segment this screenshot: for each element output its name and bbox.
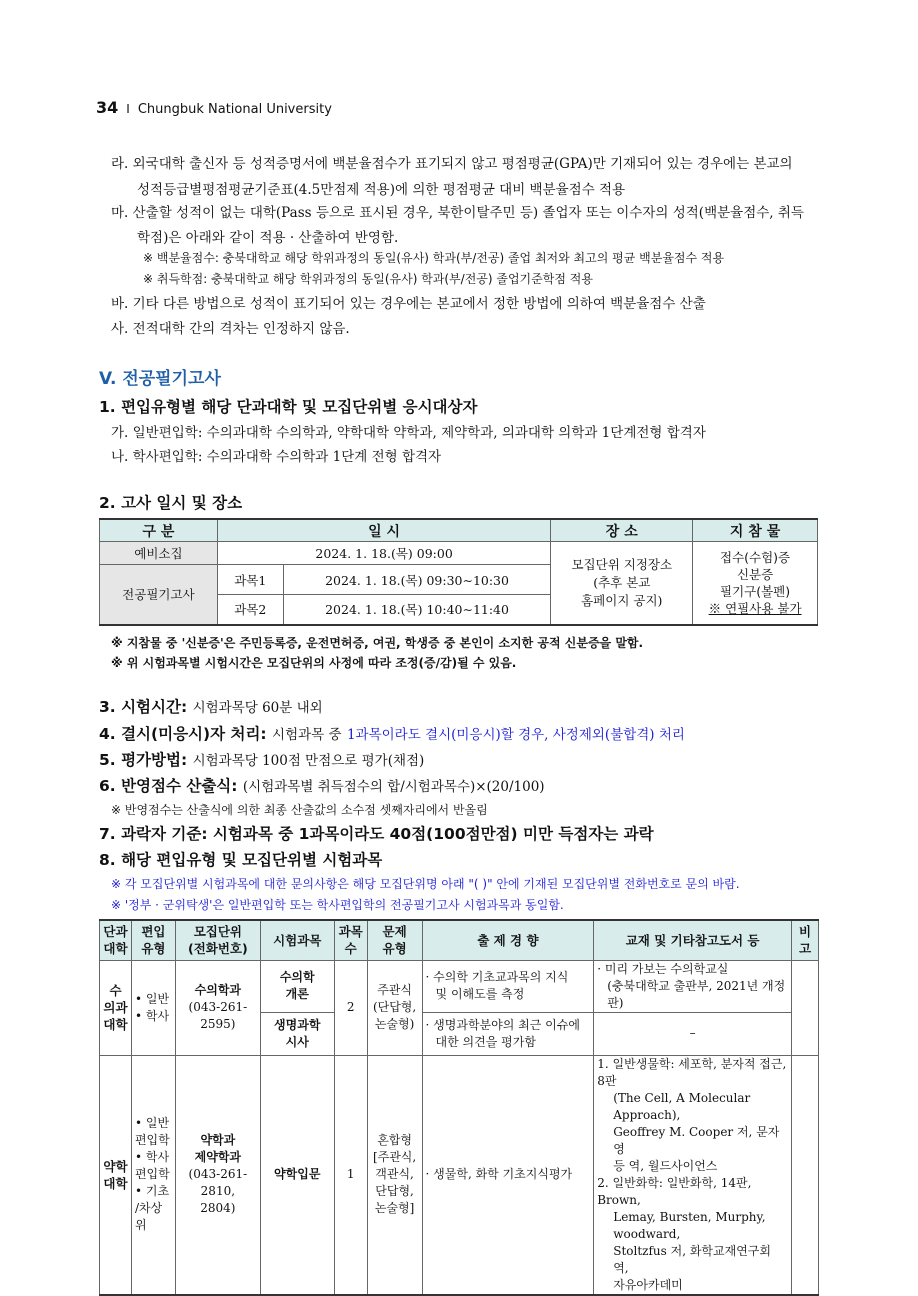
section-title: V. 전공필기고사 xyxy=(99,369,221,389)
s3-text: 시험과목당 60분 내외 xyxy=(192,700,323,716)
th-direction: 출 제 경 향 xyxy=(422,920,594,960)
s8-title: 8. 해당 편입유형 및 모집단위별 시험과목 xyxy=(99,851,383,869)
s1-na: 나. 학사편입학: 수의과대학 수의학과 1단계 전형 합격자 xyxy=(111,449,442,465)
pharm-subject: 약학입문 xyxy=(260,1055,334,1295)
s5-title: 5. 평가방법: xyxy=(99,751,188,769)
subject2-time: 2024. 1. 18.(목) 10:40∼11:40 xyxy=(283,595,551,625)
vet-qtype-2: (단답형, xyxy=(372,1000,417,1014)
s1-title: 1. 편입유형별 해당 단과대학 및 모집단위별 응시대상자 xyxy=(99,398,478,416)
pharm-qtype-line: 객관식, xyxy=(375,1167,414,1181)
th-unit-2: (전화번호) xyxy=(187,941,248,957)
s8-note2: ※ '정부 · 군위탁생'은 일반편입학 또는 학사편입학의 전공필기고사 시험과목과 동일함. xyxy=(111,898,564,912)
th-qtype xyxy=(367,920,422,960)
th-type-1: 편입 xyxy=(141,924,166,940)
pharm-book-line: Lemay, Bursten, Murphy, woodward, xyxy=(613,1209,766,1241)
vet-subject1-2: 개론 xyxy=(285,987,309,1001)
th-books: 교재 및 기타참고도서 등 xyxy=(594,920,792,960)
item-ba: 바. 기타 다른 방법으로 성적이 표기되어 있는 경우에는 본교에서 정한 방법에 의하여 백분율점수 산출 xyxy=(111,296,706,312)
pharm-count: 1 xyxy=(334,1055,367,1295)
pharm-unit-name: 제약학과 xyxy=(194,1150,242,1164)
pharm-type: /차상위 xyxy=(134,1201,163,1232)
vet-unit xyxy=(175,960,260,1055)
pharm-qtype-line: 단답형, xyxy=(375,1184,414,1198)
place-line: 모집단위 지정장소 xyxy=(571,556,673,572)
pharm-types xyxy=(131,1055,175,1295)
vet-books1-2: (충북대학교 출판부, 2021년 개정판) xyxy=(607,978,786,1010)
th-college-2: 대학 xyxy=(103,941,128,957)
vet-direction2-2: 대한 의견을 평가함 xyxy=(435,1034,536,1049)
th-count-1: 과목 xyxy=(338,924,363,940)
s6-text: (시험과목별 취득점수의 합/시험과목수)×(20/100) xyxy=(242,779,545,795)
place-cell xyxy=(551,542,693,625)
pharm-book-line: 자유아카데미 xyxy=(613,1277,683,1292)
th-count-2: 수 xyxy=(344,941,357,957)
place-line: 홈페이지 공지) xyxy=(581,592,663,608)
s4-text2: 1과목이라도 결시(미응시)할 경우, 사정제외(불합격) 처리 xyxy=(346,727,685,743)
vet-remark xyxy=(791,960,818,1055)
vet-college xyxy=(100,960,132,1055)
vet-qtype-1: 주관식 xyxy=(377,983,412,997)
vet-college-2: 의과 xyxy=(103,1000,128,1015)
vet-college-1: 수 xyxy=(109,983,122,998)
th-count xyxy=(334,920,367,960)
th-subject: 시험과목 xyxy=(260,920,334,960)
subject1-label: 과목1 xyxy=(217,565,283,595)
pharm-qtype-line: 논술형] xyxy=(374,1201,415,1215)
pharm-remark xyxy=(791,1055,818,1295)
vet-count: 2 xyxy=(334,960,367,1055)
vet-subject2-2: 시사 xyxy=(285,1034,309,1049)
s5-text: 시험과목당 100점 만점으로 평가(채점) xyxy=(192,753,425,769)
s6 xyxy=(99,774,545,796)
s8-note1: ※ 각 모집단위별 시험과목에 대한 문의사항은 해당 모집단위명 아래 "( )" 안에 기재된 모집단위별 전화번호로 문의 바람. xyxy=(111,877,740,891)
th-category: 구 분 xyxy=(100,519,218,542)
vet-direction1-1: · 수의학 기초교과목의 지식 xyxy=(425,970,569,984)
university-name: Chungbuk National University xyxy=(137,102,332,117)
item-sa: 사. 전적대학 간의 격차는 인정하지 않음. xyxy=(111,321,350,337)
pharm-college xyxy=(100,1055,132,1295)
item-ra-line2: 성적등급별평점평균기준표(4.5만점제 적용)에 의한 평점평균 대비 백분율점수 적용 xyxy=(137,182,626,198)
item-ra-line1: 라. 외국대학 출신자 등 성적증명서에 백분율점수가 표기되지 않고 평점평균(GPA)만 기재되어 있는 경우에는 본교의 xyxy=(111,156,793,172)
s3-title: 3. 시험시간: xyxy=(99,698,188,716)
th-college-1: 단과 xyxy=(103,924,128,940)
pharm-book-line: (The Cell, A Molecular Approach), xyxy=(613,1090,751,1122)
vet-qtype xyxy=(367,960,422,1055)
items-cell xyxy=(693,542,818,625)
s5 xyxy=(99,748,424,770)
vet-subject1 xyxy=(260,960,334,1012)
item-ma-line2: 학점)은 아래와 같이 적용 · 산출하여 반영함. xyxy=(137,230,399,246)
vet-phone: (043-261-2595) xyxy=(188,1000,248,1031)
item-line: 신분증 xyxy=(736,566,774,582)
vet-subject1-1: 수의학 xyxy=(279,970,315,984)
place-line: (추후 본교 xyxy=(593,574,651,590)
subject2-label: 과목2 xyxy=(217,595,283,625)
vet-books1 xyxy=(594,960,792,1012)
th-unit-1: 모집단위 xyxy=(193,924,242,940)
th-qtype-2: 유형 xyxy=(382,941,407,957)
pharm-book-line: Stoltzfus 저, 화학교재연구회 역, xyxy=(613,1243,771,1275)
item-line: 필기구(볼펜) xyxy=(720,583,791,599)
subjects-table xyxy=(99,919,819,1296)
th-qtype-1: 문제 xyxy=(382,924,407,940)
vet-qtype-3: 논술형) xyxy=(374,1017,415,1031)
pharm-phone-2: 2804) xyxy=(200,1201,236,1215)
pharm-type: • 일반 xyxy=(134,1116,170,1130)
pharm-book-line: 2. 일반화학: 일반화학, 14판, Brown, xyxy=(597,1175,752,1207)
pharm-books xyxy=(594,1055,792,1295)
vet-type: • 일반 xyxy=(134,991,170,1006)
pre-datetime: 2024. 1. 18.(목) 09:00 xyxy=(217,542,551,565)
pre-label: 예비소집 xyxy=(100,542,218,565)
pharm-type: 편입학 xyxy=(134,1133,170,1147)
schedule-table xyxy=(99,518,818,626)
vet-direction1-2: 및 이해도를 측정 xyxy=(435,987,525,1001)
vet-direction2 xyxy=(422,1012,594,1055)
th-unit xyxy=(175,920,260,960)
vet-type: • 학사 xyxy=(134,1008,170,1023)
vet-books2: – xyxy=(594,1012,792,1055)
item-ma-line1: 마. 산출할 성적이 없는 대학(Pass 등으로 표시된 경우, 북한이탈주민 등) 졸업자 또는 이수자의 성적(백분율점수, 취득 xyxy=(111,205,804,221)
pharm-qtype xyxy=(367,1055,422,1295)
th-datetime: 일 시 xyxy=(217,519,551,542)
page-header xyxy=(96,98,332,117)
note-credits: ※ 취득학점: 충북대학교 해당 학위과정의 동일(유사) 학과(부/전공) 졸업기준학점 적용 xyxy=(143,272,593,286)
s2-note1: ※ 지참물 중 '신분증'은 주민등록증, 운전면허증, 여권, 학생증 중 본인이 소지한 공적 신분증을 말함. xyxy=(111,636,644,650)
item-line: ※ 연필사용 불가 xyxy=(708,600,802,616)
s6-note: ※ 반영점수는 산출식에 의한 최종 산출값의 소수점 셋째자리에서 반올림 xyxy=(111,803,488,817)
subject1-time: 2024. 1. 18.(목) 09:30∼10:30 xyxy=(283,565,551,595)
th-college xyxy=(100,920,132,960)
exam-label: 전공필기고사 xyxy=(100,565,218,625)
item-line: 접수(수험)증 xyxy=(720,549,791,565)
pharm-qtype-line: [주관식, xyxy=(372,1150,417,1164)
th-items: 지 참 물 xyxy=(693,519,818,542)
s3 xyxy=(99,695,323,717)
note-percentile: ※ 백분율점수: 충북대학교 해당 학위과정의 동일(유사) 학과(부/전공) 졸업 최저와 최고의 평균 백분율점수 적용 xyxy=(143,251,725,265)
pharm-direction: · 생물학, 화학 기초지식평가 xyxy=(422,1055,594,1295)
th-place: 장 소 xyxy=(551,519,693,542)
pharm-type: • 학사 xyxy=(134,1150,170,1164)
pharm-qtype-line: 혼합형 xyxy=(377,1133,412,1147)
vet-books1-1: · 미리 가보는 수의학교실 xyxy=(597,961,729,976)
header-separator: I xyxy=(126,102,130,116)
th-remark: 비고 xyxy=(791,920,818,960)
s4-text1: 시험과목 중 xyxy=(272,727,342,743)
pharm-college-1: 약학 xyxy=(103,1158,128,1174)
th-type-2: 유형 xyxy=(141,941,166,957)
pharm-units xyxy=(175,1055,260,1295)
s7-title: 7. 과락자 기준: 시험과목 중 1과목이라도 40점(100점만점) 미만 득점자는 과락 xyxy=(99,825,654,843)
pharm-book-line: Geoffrey M. Cooper 저, 문자영 xyxy=(613,1124,780,1156)
pharm-book-line: 1. 일반생물학: 세포학, 분자적 접근, 8판 xyxy=(597,1056,787,1088)
vet-subject2 xyxy=(260,1012,334,1055)
pharm-type: 편입학 xyxy=(134,1167,170,1181)
pharm-book-line: 등 역, 월드사이언스 xyxy=(613,1158,718,1173)
th-type xyxy=(131,920,175,960)
s2-title: 2. 고사 일시 및 장소 xyxy=(99,494,243,512)
vet-direction2-1: · 생명과학분야의 최근 이슈에 xyxy=(425,1017,580,1032)
vet-types xyxy=(131,960,175,1055)
vet-college-3: 대학 xyxy=(103,1017,128,1032)
s1-ga: 가. 일반편입학: 수의과대학 수의학과, 약학대학 약학과, 제약학과, 의과대학 의학과 1단계전형 합격자 xyxy=(111,425,706,441)
vet-unit-name: 수의학과 xyxy=(194,983,242,997)
pharm-college-2: 대학 xyxy=(103,1175,128,1191)
page-number: 34 xyxy=(96,98,119,117)
s2-note2: ※ 위 시험과목별 시험시간은 모집단위의 사정에 따라 조정(증/감)될 수 있음. xyxy=(111,656,517,670)
vet-subject2-1: 생명과학 xyxy=(274,1017,321,1032)
s6-title: 6. 반영점수 산출식: xyxy=(99,777,238,795)
vet-direction1 xyxy=(422,960,594,1012)
pharm-type: • 기초 xyxy=(134,1184,170,1198)
s4 xyxy=(99,722,685,744)
s4-title: 4. 결시(미응시)자 처리: xyxy=(99,725,267,743)
pharm-phone-1: (043-261-2810, xyxy=(188,1167,248,1198)
pharm-unit-name: 약학과 xyxy=(200,1133,236,1147)
